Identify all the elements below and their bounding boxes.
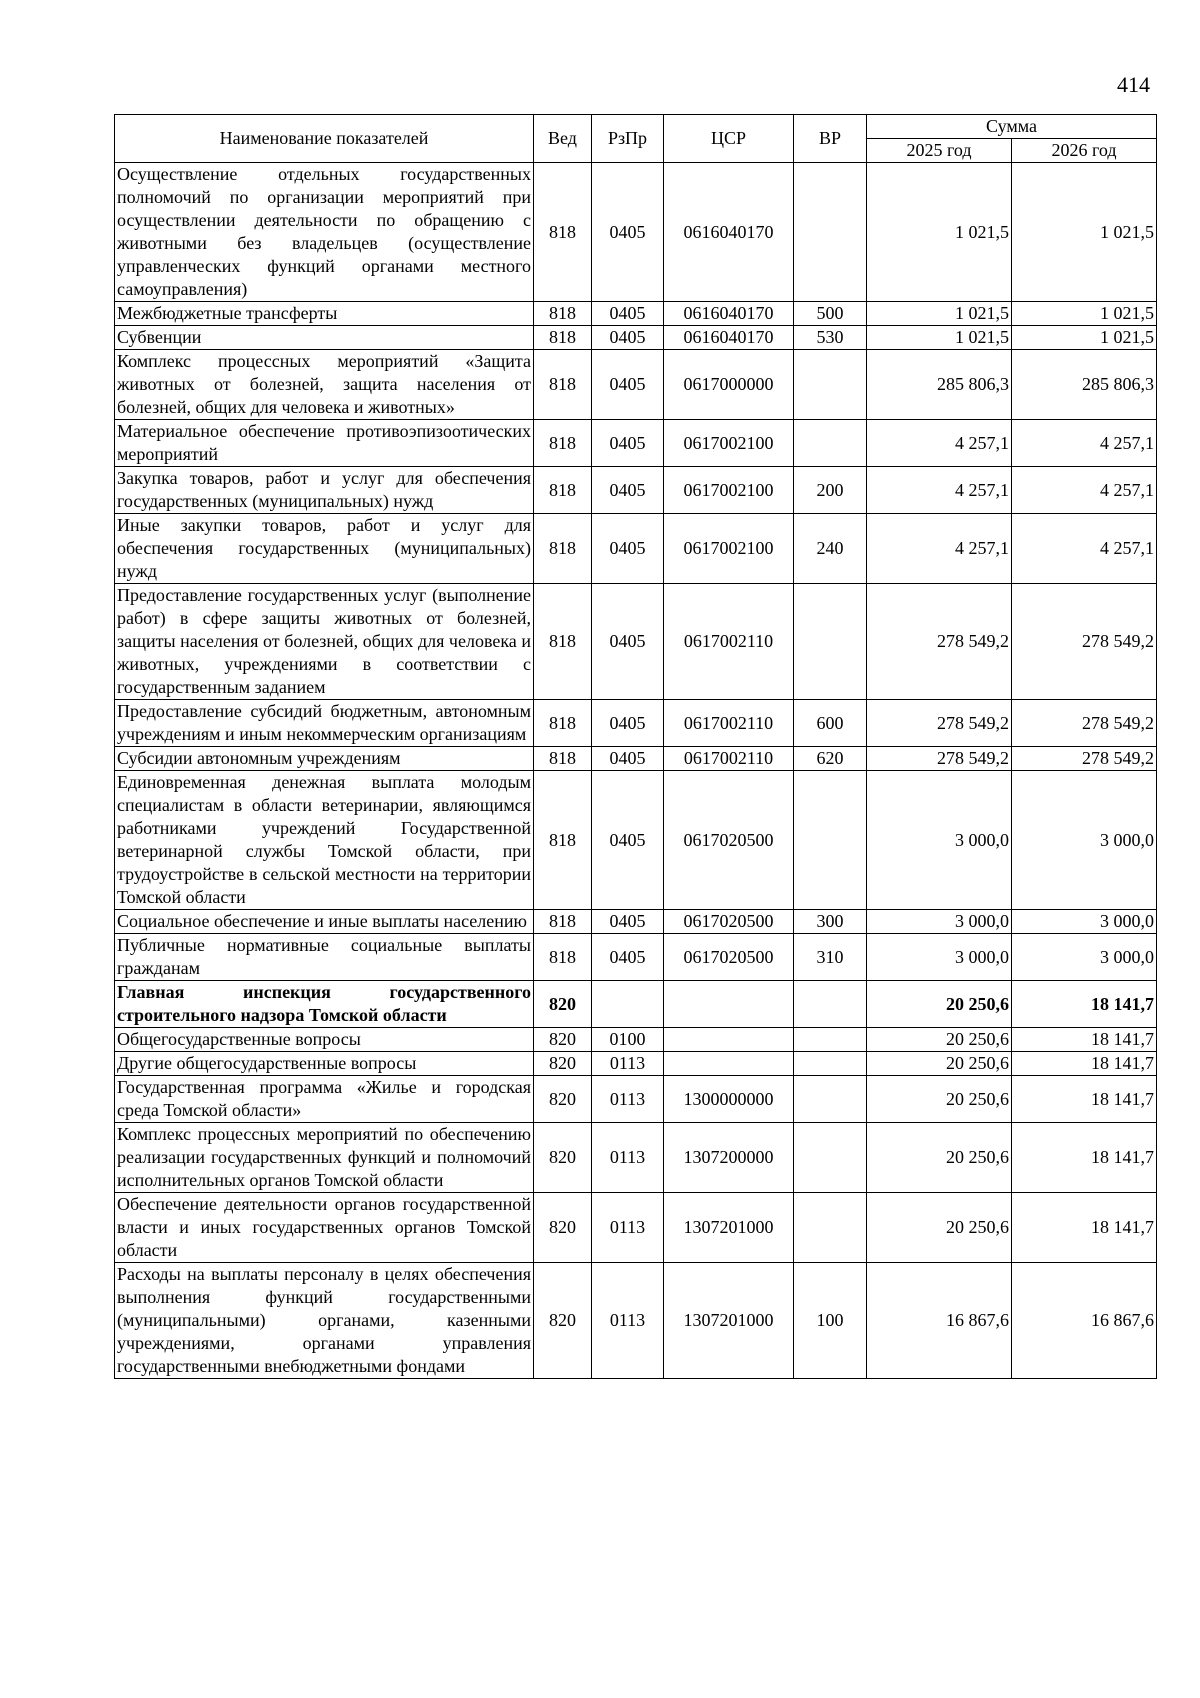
table-row	[115, 163, 1157, 302]
cell-rzpr: 0405	[592, 584, 664, 700]
cell-csr: 0617020500	[664, 771, 794, 910]
cell-2025: 278 549,2	[867, 584, 1012, 700]
cell-ved: 818	[534, 910, 592, 934]
cell-csr	[664, 1028, 794, 1052]
table-row	[115, 326, 1157, 350]
cell-vr: 240	[794, 514, 867, 584]
cell-rzpr: 0113	[592, 1076, 664, 1123]
table-row	[115, 700, 1157, 747]
cell-csr: 0617000000	[664, 350, 794, 420]
cell-rzpr: 0405	[592, 747, 664, 771]
table-row	[115, 420, 1157, 467]
cell-2025: 3 000,0	[867, 934, 1012, 981]
cell-rzpr: 0405	[592, 302, 664, 326]
cell-csr: 0617002110	[664, 747, 794, 771]
header-csr: ЦСР	[664, 115, 794, 163]
cell-2026: 278 549,2	[1012, 700, 1157, 747]
cell-2026: 1 021,5	[1012, 302, 1157, 326]
cell-csr: 0617002100	[664, 514, 794, 584]
table-row	[115, 514, 1157, 584]
cell-vr: 600	[794, 700, 867, 747]
cell-vr	[794, 350, 867, 420]
cell-ved: 818	[534, 747, 592, 771]
header-name: Наименование показателей	[115, 115, 534, 163]
cell-rzpr: 0405	[592, 350, 664, 420]
cell-name: Иные закупки товаров, работ и услуг для обеспечения государственных (муниципальных) нужд	[115, 514, 534, 584]
cell-csr: 0617002100	[664, 467, 794, 514]
table-row	[115, 1123, 1157, 1193]
cell-csr: 0616040170	[664, 302, 794, 326]
cell-vr: 200	[794, 467, 867, 514]
cell-csr: 1300000000	[664, 1076, 794, 1123]
cell-csr: 1307201000	[664, 1263, 794, 1379]
cell-vr: 100	[794, 1263, 867, 1379]
cell-ved: 820	[534, 1263, 592, 1379]
cell-2025: 278 549,2	[867, 747, 1012, 771]
header-2026: 2026 год	[1012, 139, 1157, 163]
cell-ved: 818	[534, 420, 592, 467]
cell-2025: 1 021,5	[867, 326, 1012, 350]
cell-name: Предоставление субсидий бюджетным, автономным учреждениям и иным некоммерческим организациям	[115, 700, 534, 747]
cell-2026: 18 141,7	[1012, 1052, 1157, 1076]
cell-name: Субвенции	[115, 326, 534, 350]
cell-ved: 818	[534, 584, 592, 700]
cell-ved: 818	[534, 700, 592, 747]
cell-name: Субсидии автономным учреждениям	[115, 747, 534, 771]
table-body	[115, 163, 1157, 1379]
cell-ved: 818	[534, 350, 592, 420]
table-row	[115, 747, 1157, 771]
cell-2026: 18 141,7	[1012, 1123, 1157, 1193]
cell-rzpr: 0405	[592, 420, 664, 467]
cell-vr	[794, 1052, 867, 1076]
cell-vr: 620	[794, 747, 867, 771]
cell-ved: 820	[534, 1052, 592, 1076]
cell-2025: 20 250,6	[867, 1028, 1012, 1052]
cell-name: Комплекс процессных мероприятий «Защита животных от болезней, защита населения от болезней, общих для человека и животных»	[115, 350, 534, 420]
table-row	[115, 467, 1157, 514]
cell-name: Предоставление государственных услуг (выполнение работ) в сфере защиты животных от болезней, защиты населения от болезней, общих для человека и животных, учреждениями в соответствии с государственным заданием	[115, 584, 534, 700]
cell-vr	[794, 1076, 867, 1123]
cell-name: Обеспечение деятельности органов государственной власти и иных государственных органов Томской области	[115, 1193, 534, 1263]
table-row	[115, 1076, 1157, 1123]
table-row	[115, 1052, 1157, 1076]
cell-vr	[794, 981, 867, 1028]
cell-2025: 20 250,6	[867, 1052, 1012, 1076]
cell-2025: 16 867,6	[867, 1263, 1012, 1379]
cell-2025: 20 250,6	[867, 981, 1012, 1028]
header-sum: Сумма	[867, 115, 1157, 139]
cell-2026: 3 000,0	[1012, 934, 1157, 981]
cell-2025: 3 000,0	[867, 771, 1012, 910]
cell-csr: 0617020500	[664, 910, 794, 934]
table-row	[115, 981, 1157, 1028]
cell-2026: 278 549,2	[1012, 584, 1157, 700]
cell-name: Закупка товаров, работ и услуг для обеспечения государственных (муниципальных) нужд	[115, 467, 534, 514]
table-row	[115, 584, 1157, 700]
cell-vr	[794, 1028, 867, 1052]
cell-vr: 530	[794, 326, 867, 350]
page-number: 414	[1117, 72, 1150, 97]
cell-2026: 18 141,7	[1012, 981, 1157, 1028]
cell-csr: 0617002100	[664, 420, 794, 467]
cell-csr	[664, 1052, 794, 1076]
cell-rzpr	[592, 981, 664, 1028]
cell-name: Единовременная денежная выплата молодым специалистам в области ветеринарии, являющимся работниками учреждений Государственной ветеринарной службы Томской области, при трудоустройстве в сельской местности на территории Томской области	[115, 771, 534, 910]
cell-rzpr: 0113	[592, 1123, 664, 1193]
cell-2026: 1 021,5	[1012, 326, 1157, 350]
cell-csr: 1307200000	[664, 1123, 794, 1193]
cell-name: Общегосударственные вопросы	[115, 1028, 534, 1052]
cell-rzpr: 0405	[592, 700, 664, 747]
cell-2026: 16 867,6	[1012, 1263, 1157, 1379]
cell-csr: 0617020500	[664, 934, 794, 981]
cell-ved: 820	[534, 1076, 592, 1123]
table-row	[115, 350, 1157, 420]
cell-rzpr: 0113	[592, 1193, 664, 1263]
cell-2025: 20 250,6	[867, 1123, 1012, 1193]
cell-ved: 820	[534, 1193, 592, 1263]
cell-csr: 1307201000	[664, 1193, 794, 1263]
cell-vr	[794, 1123, 867, 1193]
cell-name: Материальное обеспечение противоэпизоотических мероприятий	[115, 420, 534, 467]
cell-csr: 0617002110	[664, 584, 794, 700]
cell-name: Другие общегосударственные вопросы	[115, 1052, 534, 1076]
cell-2026: 18 141,7	[1012, 1076, 1157, 1123]
cell-ved: 818	[534, 514, 592, 584]
cell-ved: 818	[534, 163, 592, 302]
cell-2026: 278 549,2	[1012, 747, 1157, 771]
header-2025: 2025 год	[867, 139, 1012, 163]
header-row	[115, 115, 1157, 139]
cell-2026: 4 257,1	[1012, 467, 1157, 514]
cell-2025: 285 806,3	[867, 350, 1012, 420]
cell-2026: 1 021,5	[1012, 163, 1157, 302]
cell-2026: 285 806,3	[1012, 350, 1157, 420]
header-rzpr: РзПр	[592, 115, 664, 163]
cell-name: Государственная программа «Жилье и городская среда Томской области»	[115, 1076, 534, 1123]
cell-rzpr: 0100	[592, 1028, 664, 1052]
cell-ved: 820	[534, 1123, 592, 1193]
cell-vr: 310	[794, 934, 867, 981]
cell-vr	[794, 771, 867, 910]
cell-ved: 818	[534, 326, 592, 350]
cell-2025: 20 250,6	[867, 1076, 1012, 1123]
cell-rzpr: 0405	[592, 771, 664, 910]
table-row	[115, 910, 1157, 934]
cell-name: Комплекс процессных мероприятий по обеспечению реализации государственных функций и полномочий исполнительных органов Томской области	[115, 1123, 534, 1193]
cell-vr	[794, 1193, 867, 1263]
budget-table	[114, 114, 1157, 1379]
cell-vr: 500	[794, 302, 867, 326]
cell-ved: 818	[534, 302, 592, 326]
cell-2025: 4 257,1	[867, 420, 1012, 467]
cell-name: Осуществление отдельных государственных полномочий по организации мероприятий при осуществлении деятельности по обращению с животными без владельцев (осуществление управленческих функций органами местного самоуправления)	[115, 163, 534, 302]
cell-rzpr: 0405	[592, 514, 664, 584]
cell-2026: 4 257,1	[1012, 420, 1157, 467]
cell-vr	[794, 584, 867, 700]
table-row	[115, 771, 1157, 910]
cell-ved: 820	[534, 1028, 592, 1052]
cell-2026: 18 141,7	[1012, 1028, 1157, 1052]
cell-2026: 3 000,0	[1012, 910, 1157, 934]
cell-name: Публичные нормативные социальные выплаты гражданам	[115, 934, 534, 981]
cell-2025: 1 021,5	[867, 163, 1012, 302]
cell-vr	[794, 163, 867, 302]
cell-2025: 1 021,5	[867, 302, 1012, 326]
cell-2025: 3 000,0	[867, 910, 1012, 934]
cell-rzpr: 0405	[592, 910, 664, 934]
cell-vr: 300	[794, 910, 867, 934]
cell-name: Социальное обеспечение и иные выплаты населению	[115, 910, 534, 934]
cell-rzpr: 0113	[592, 1052, 664, 1076]
cell-rzpr: 0405	[592, 934, 664, 981]
cell-ved: 818	[534, 467, 592, 514]
header-ved: Вед	[534, 115, 592, 163]
cell-2025: 4 257,1	[867, 467, 1012, 514]
cell-2025: 278 549,2	[867, 700, 1012, 747]
cell-name: Межбюджетные трансферты	[115, 302, 534, 326]
cell-csr: 0616040170	[664, 163, 794, 302]
cell-ved: 820	[534, 981, 592, 1028]
cell-rzpr: 0405	[592, 326, 664, 350]
cell-rzpr: 0113	[592, 1263, 664, 1379]
cell-2026: 4 257,1	[1012, 514, 1157, 584]
cell-csr: 0617002110	[664, 700, 794, 747]
cell-2025: 20 250,6	[867, 1193, 1012, 1263]
table-row	[115, 1028, 1157, 1052]
cell-2026: 3 000,0	[1012, 771, 1157, 910]
cell-ved: 818	[534, 771, 592, 910]
cell-name: Главная инспекция государственного строительного надзора Томской области	[115, 981, 534, 1028]
cell-rzpr: 0405	[592, 467, 664, 514]
cell-vr	[794, 420, 867, 467]
cell-csr: 0616040170	[664, 326, 794, 350]
table-row	[115, 934, 1157, 981]
cell-name: Расходы на выплаты персоналу в целях обеспечения выполнения функций государственными (муниципальными) органами, казенными учреждениями, органами управления государственными внебюджетными фондами	[115, 1263, 534, 1379]
cell-2025: 4 257,1	[867, 514, 1012, 584]
table-row	[115, 1263, 1157, 1379]
cell-rzpr: 0405	[592, 163, 664, 302]
cell-csr	[664, 981, 794, 1028]
table-row	[115, 1193, 1157, 1263]
cell-2026: 18 141,7	[1012, 1193, 1157, 1263]
table-row	[115, 302, 1157, 326]
cell-ved: 818	[534, 934, 592, 981]
header-vr: ВР	[794, 115, 867, 163]
